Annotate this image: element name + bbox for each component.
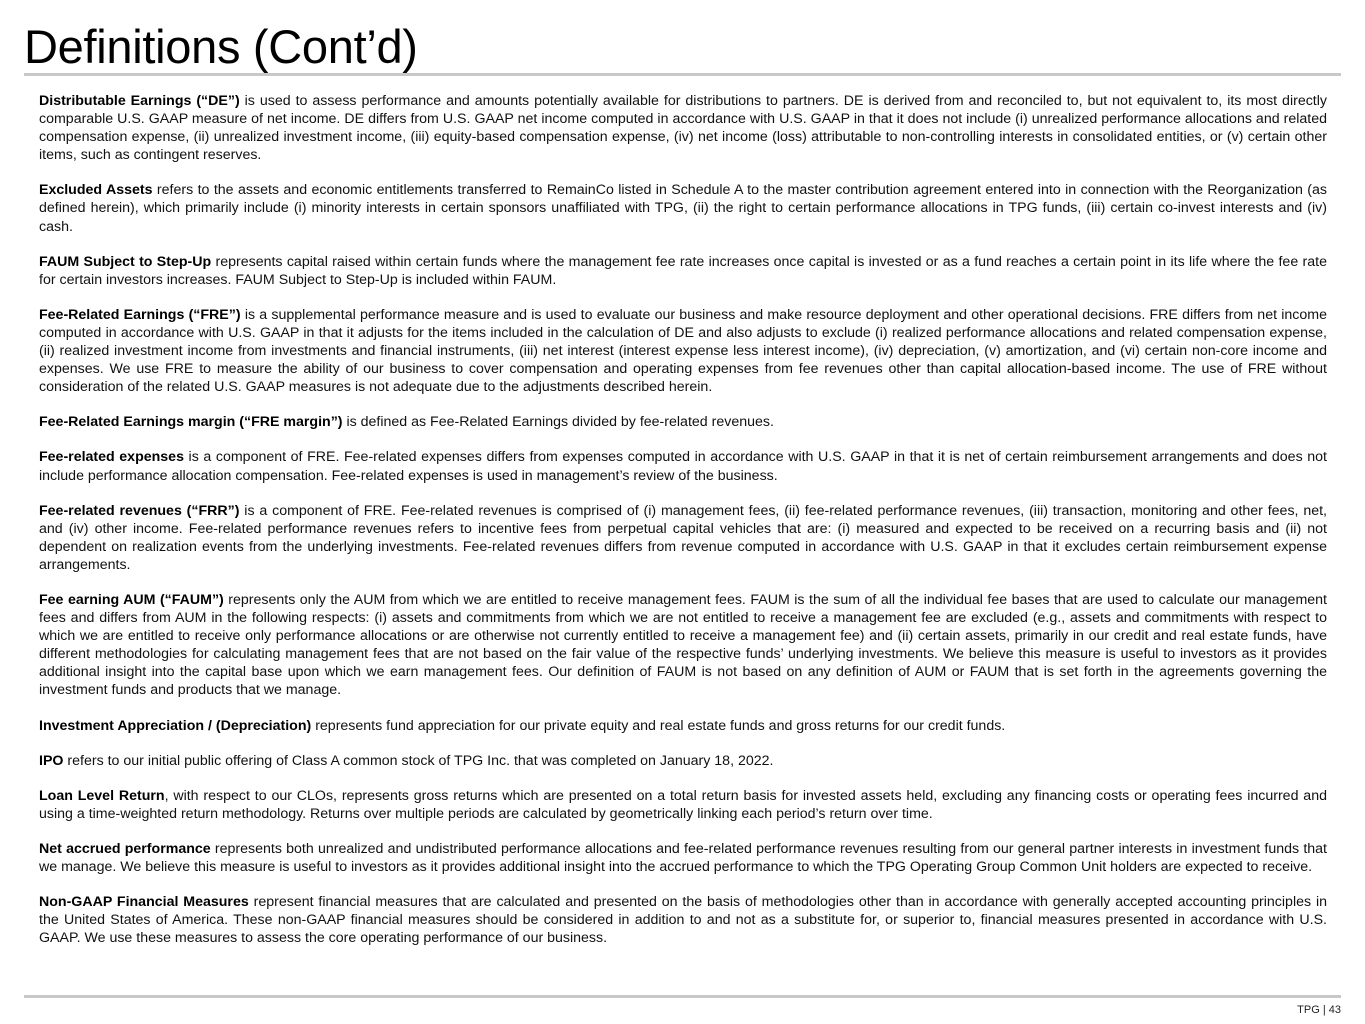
definition-term: Fee-related revenues (“FRR”) — [39, 502, 240, 519]
definition-term: Non-GAAP Financial Measures — [39, 894, 249, 911]
definition-term: FAUM Subject to Step-Up — [39, 253, 212, 270]
definition-text: is a component of FRE. Fee-related expenses differs from expenses computed in accordance with U.S. GAAP in that it is net of certain reimbursement arrangements and does not include performance allocation compensation. Fee-related expenses is used in management’s review of the business. — [39, 449, 1327, 484]
definition-term: IPO — [39, 752, 64, 769]
definition-fee-related-revenues — [39, 502, 1327, 574]
definition-term: Fee-related expenses — [39, 449, 184, 466]
definition-faum-step-up — [39, 253, 1327, 289]
definition-text: is a supplemental performance measure and is used to evaluate our business and make resource deployment and other operational decisions. FRE differs from net income computed in accordance with U.S. GAAP in that it adjusts for the items included in the calculation of DE and also adjusts to exclude (i) realized performance allocations and related compensation expense, (ii) realized investment income from investments and financial instruments, (iii) net interest (interest expense less interest income), (iv) depreciation, (v) amortization, and (vi) certain non-core income and expenses. We use FRE to measure the ability of our business to cover compensation and operating expenses from fee revenues other than capital allocation-based income. The use of FRE without consideration of the related U.S. GAAP measures is not adequate due to the adjustments described herein. — [39, 306, 1327, 396]
definition-fre — [39, 306, 1327, 396]
definition-text: represents fund appreciation for our private equity and real estate funds and gross returns for our credit funds. — [311, 717, 1006, 734]
definition-term: Excluded Assets — [39, 182, 153, 199]
definition-loan-level-return — [39, 787, 1327, 823]
title-divider — [24, 73, 1341, 76]
definitions-list — [39, 92, 1327, 964]
definition-term: Distributable Earnings (“DE”) — [39, 93, 240, 109]
page-footer: TPG | 43 — [1297, 1004, 1341, 1016]
definition-text: is defined as Fee-Related Earnings divided by fee-related revenues. — [342, 414, 774, 431]
definition-text: , with respect to our CLOs, represents gross returns which are presented on a total return basis for invested assets held, excluding any financing costs or operating fees incurred and using a time-weighted return methodology. Returns over multiple periods are calculated by geometrically linking each period’s return over time. — [39, 787, 1327, 822]
page-title: Definitions (Cont’d) — [24, 20, 418, 73]
definition-term: Net accrued performance — [39, 840, 211, 857]
definition-text: is a component of FRE. Fee-related revenues is comprised of (i) management fees, (ii) fee-related performance revenues, (iii) transaction, monitoring and other fees, net, and (iv) other income. Fee-related performance revenues refers to incentive fees from perpetual capital vehicles that are: (i) measured and expected to be received on a recurring basis and (ii) not dependent on realization events from the underlying investments. Fee-related revenues differs from revenue computed in accordance with U.S. GAAP in that it excludes certain reimbursement expense arrangements. — [39, 502, 1327, 573]
definition-fre-margin — [39, 413, 1327, 431]
definition-net-accrued-performance — [39, 840, 1327, 876]
definition-investment-appreciation — [39, 717, 1327, 735]
definition-term: Fee-Related Earnings (“FRE”) — [39, 306, 241, 323]
definition-ipo — [39, 752, 1327, 770]
definition-term: Loan Level Return — [39, 787, 165, 804]
definition-text: represents capital raised within certain funds where the management fee rate increases once capital is invested or as a fund reaches a certain point in its life where the fee rate for certain investors increases. FAUM Subject to Step-Up is included within FAUM. — [39, 253, 1327, 288]
definition-text: is used to assess performance and amounts potentially available for distributions to partners. DE is derived from and reconciled to, but not equivalent to, its most directly comparable U.S. GAAP measure of net income. DE differs from U.S. GAAP net income computed in accordance with U.S. GAAP in that it does not include (i) unrealized performance allocations and related compensation expense, (ii) unrealized investment income, (iii) equity-based compensation expense, (iv) net income (loss) attributable to non-controlling interests in consolidated entities, or (v) certain other items, such as contingent reserves. — [39, 93, 1327, 164]
definition-distributable-earnings — [39, 92, 1327, 164]
definition-text: refers to the assets and economic entitlements transferred to RemainCo listed in Schedule A to the master contribution agreement entered into in connection with the Reorganization (as defined herein), which primarily include (i) minority interests in certain sponsors unaffiliated with TPG, (ii) the right to certain performance allocations in TPG funds, (iii) certain co-invest interests and (iv) cash. — [39, 182, 1327, 235]
definition-term: Investment Appreciation / (Depreciation) — [39, 717, 312, 734]
definition-text: refers to our initial public offering of Class A common stock of TPG Inc. that was completed on January 18, 2022. — [63, 752, 774, 769]
definition-fee-related-expenses — [39, 448, 1327, 484]
definition-term: Fee-Related Earnings margin (“FRE margin”) — [39, 414, 343, 431]
footer-divider — [24, 995, 1341, 998]
definition-excluded-assets — [39, 181, 1327, 235]
definition-text: represent financial measures that are calculated and presented on the basis of methodologies other than in accordance with generally accepted accounting principles in the United States of America. These non-GAAP financial measures should be considered in addition to and not as a substitute for, or superior to, financial measures presented in accordance with U.S. GAAP. We use these measures to assess the core operating performance of our business. — [39, 894, 1327, 947]
definition-non-gaap — [39, 893, 1327, 947]
definition-text: represents both unrealized and undistributed performance allocations and fee-related performance revenues resulting from our general partner interests in investment funds that we manage. We believe this measure is useful to investors as it provides additional insight into the accrued performance to which the TPG Operating Group Common Unit holders are expected to receive. — [39, 840, 1327, 875]
definition-faum — [39, 591, 1327, 700]
definition-text: represents only the AUM from which we are entitled to receive management fees. FAUM is the sum of all the individual fee bases that are used to calculate our management fees and differs from AUM in the following respects: (i) assets and commitments from which we are not entitled to receive a management fee are excluded (e.g., assets and commitments with respect to which we are entitled to receive only performance allocations or are otherwise not currently entitled to receive a management fee) and (ii) certain assets, primarily in our credit and real estate funds, have different methodologies for calculating management fees that are not based on the fair value of the respective funds’ underlying investments. We believe this measure is useful to investors as it provides additional insight into the capital base upon which we earn management fees. Our definition of FAUM is not based on any definition of AUM or FAUM that is set forth in the agreements governing the investment funds and products that we manage. — [39, 591, 1327, 699]
definition-term: Fee earning AUM (“FAUM”) — [39, 591, 224, 608]
